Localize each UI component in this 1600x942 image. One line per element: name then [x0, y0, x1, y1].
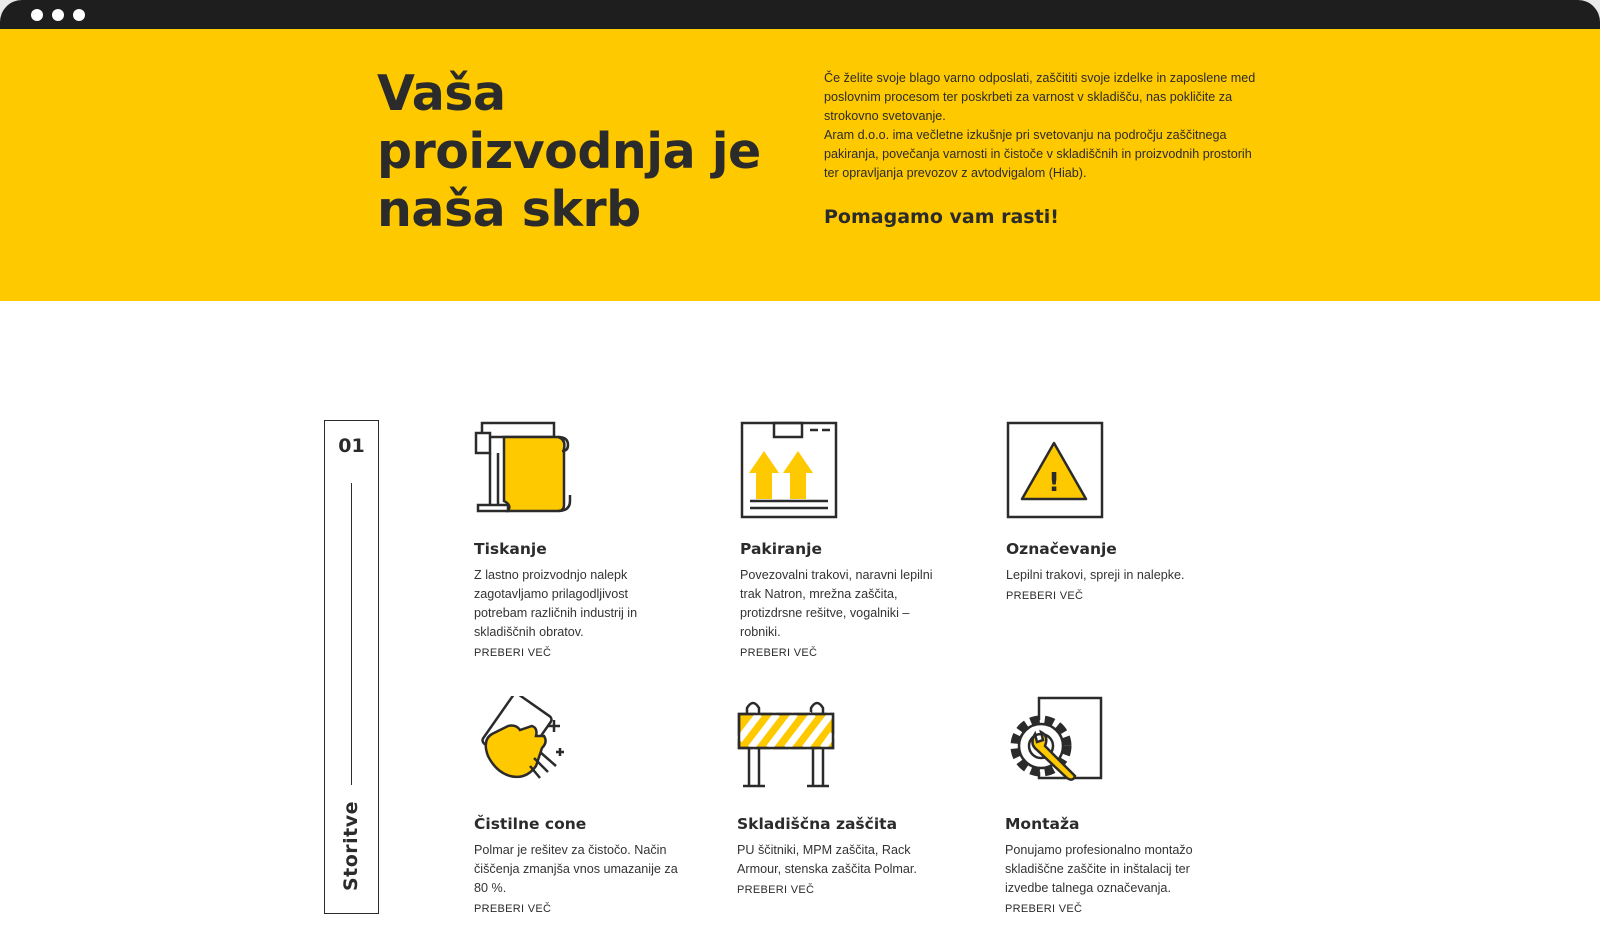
service-description: Lepilni trakovi, spreji in nalepke.: [1006, 568, 1185, 582]
hero-banner: [0, 29, 1600, 301]
hero-paragraph: Če želite svoje blago varno odposlati, zaščititi svoje izdelke in zaposlene med poslovnim procesom ter poskrbeti za varnost v skladišču, nas pokličite za strokovno svetovanje.: [824, 71, 1256, 123]
read-more-link[interactable]: PREBERI VEČ: [740, 647, 818, 659]
svg-text:!: !: [1048, 468, 1060, 498]
service-title: Skladiščna zaščita: [737, 815, 898, 833]
window-titlebar: [0, 0, 1600, 29]
read-more-link[interactable]: PREBERI VEČ: [474, 903, 552, 915]
read-more-link[interactable]: PREBERI VEČ: [474, 647, 552, 659]
cleaning-glove-icon: [474, 696, 574, 796]
service-card-cistilne-cone: [474, 696, 684, 915]
service-description: Ponujamo profesionalno montažo skladiščne zaščite in inštalacij ter izvedbe talnega označevanja.: [1005, 843, 1193, 895]
service-title: Tiskanje: [474, 540, 547, 558]
service-description: Polmar je rešitev za čistočo. Način čiščenja zmanjša vnos umazanije za 80 %.: [474, 843, 678, 895]
section-indicator: [324, 420, 379, 914]
service-title: Čistilne cone: [474, 815, 587, 833]
section-divider: [351, 483, 352, 785]
printer-icon: [474, 421, 574, 521]
read-more-link[interactable]: PREBERI VEČ: [1006, 590, 1084, 602]
service-title: Pakiranje: [740, 540, 822, 558]
window-control-dot[interactable]: [31, 9, 43, 21]
service-title: Montaža: [1005, 815, 1080, 833]
read-more-link[interactable]: PREBERI VEČ: [1005, 903, 1083, 915]
service-description: PU ščitniki, MPM zaščita, Rack Armour, stenska zaščita Polmar.: [737, 843, 917, 876]
barrier-icon: [737, 696, 837, 796]
hero-tagline: Pomagamo vam rasti!: [824, 206, 1059, 228]
window-control-dot[interactable]: [73, 9, 85, 21]
hero-description: [824, 69, 1264, 183]
service-card-skladiscna-zascita: [737, 696, 947, 896]
service-card-tiskanje: [474, 421, 684, 659]
hero-paragraph: Aram d.o.o. ima večletne izkušnje pri svetovanju na področju zaščitnega pakiranja, povečanja varnosti in čistoče v skladiščnih in proizvodnih prostorih ter opravljanja prevozov z avtodvigalom (Hiab).: [824, 128, 1252, 180]
hero-title: Vaša proizvodnja je naša skrb: [377, 65, 761, 238]
service-card-pakiranje: [740, 421, 950, 659]
service-description: Z lastno proizvodnjo nalepk zagotavljamo prilagodljivost potrebam različnih industrij in skladiščnih obratov.: [474, 568, 638, 639]
read-more-link[interactable]: PREBERI VEČ: [737, 884, 815, 896]
service-description: Povezovalni trakovi, naravni lepilni trak Natron, mrežna zaščita, protizdrsne rešitve, vogalniki – robniki.: [740, 568, 933, 639]
warning-sign-icon: [1006, 421, 1106, 521]
service-card-oznacevanje: [1006, 421, 1216, 602]
gear-wrench-icon: [1005, 696, 1105, 796]
window-control-dot[interactable]: [52, 9, 64, 21]
service-title: Označevanje: [1006, 540, 1117, 558]
section-number: 01: [338, 435, 365, 457]
section-label: Storitve: [340, 800, 362, 892]
package-arrows-icon: [740, 421, 840, 521]
service-card-montaza: [1005, 696, 1215, 915]
